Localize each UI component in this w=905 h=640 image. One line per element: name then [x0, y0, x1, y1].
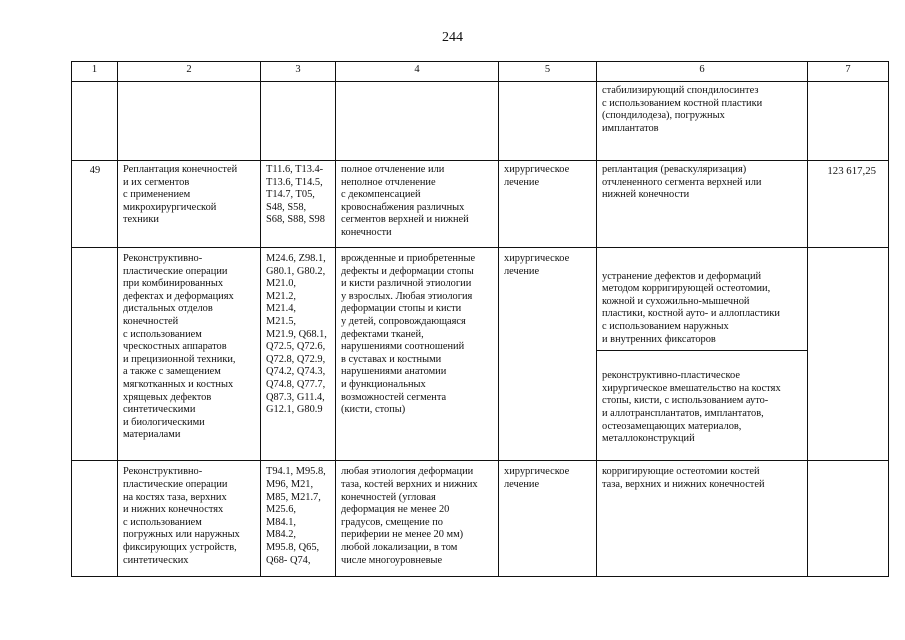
column-number: 7 [808, 62, 889, 82]
column-number: 5 [499, 62, 597, 82]
page-number: 244 [442, 30, 463, 45]
treatment-method: реплантация (реваскуляризация) отчлененного сегмента верхней или нижней конечности [597, 161, 808, 248]
treatment-method: корригирующие остеотомии костей таза, верхних и нижних конечностей [597, 461, 808, 577]
care-type-name: Реконструктивно- пластические операции при комбинированных дефектах и деформациях дистальных отделов конечностей с использованием чрескостных аппаратов и прецизионной техники, а также с замещением мягкотканных и костных хрящевых дефектов синтетическими и биологическими материалами [118, 248, 261, 461]
treatment-type [499, 82, 597, 161]
care-type-name [118, 82, 261, 161]
treatment-type: хирургическое лечение [499, 461, 597, 577]
treatment-method-group [597, 248, 808, 461]
care-type-name [118, 461, 261, 577]
cost-value [808, 248, 889, 461]
column-number: 3 [261, 62, 336, 82]
column-number: 6 [597, 62, 808, 82]
treatment-method: реконструктивно-пластическое хирургическое вмешательство на костях стопы, кисти, с использованием ауто- и аллотрансплантатов, имплантатов, остеозамещающих материалов, металлоконструкций [602, 370, 781, 445]
table-row [72, 82, 889, 161]
icd-codes [261, 461, 336, 577]
patient-model [336, 82, 499, 161]
table-header-row [72, 62, 889, 82]
treatment-type: хирургическое лечение [499, 161, 597, 248]
row-number [72, 461, 118, 577]
cost-value [808, 461, 889, 577]
treatment-table [71, 61, 889, 577]
row-number [72, 248, 118, 461]
care-type-name: Реплантация конечностей и их сегментов с применением микрохирургической техники [118, 161, 261, 248]
treatment-type: хирургическое лечение [499, 248, 597, 461]
care-type-text: Реконструктивно- пластические операции на костях таза, верхних и нижних конечностях с использованием погружных или наружных фиксирующих устройств, синтетических [123, 466, 240, 566]
treatment-method: устранение дефектов и деформаций методом корригирующей остеотомии, кожной и сухожильно-мышечной пластики, костной ауто- и аллопластики с использованием наружных и внутренних фиксаторов [597, 266, 807, 351]
row-number [72, 82, 118, 161]
treatment-method: стабилизирующий спондилосинтез с использованием костной пластики (спондилодеза), погружных имплантатов [597, 82, 808, 161]
table-row [72, 461, 889, 577]
cost-value [808, 82, 889, 161]
table-row [72, 248, 889, 461]
icd-codes-text: T94.1, M95.8, M96, M21, M85, M21.7, M25.6, M84.1, M84.2, M95.8, Q65, Q68- Q74, [266, 466, 326, 566]
row-number: 49 [72, 161, 118, 248]
patient-model: врожденные и приобретенные дефекты и деформации стопы и кисти различной этиологии у взрослых. Любая этиология деформации стопы и кисти у детей, сопровождающаяся дефектами тканей, нарушениями соотношений в суставах и костными нарушениями анатомии и функциональных возможностей сегмента (кисти, стопы) [336, 248, 499, 461]
cost-value: 123 617,25 [808, 161, 889, 248]
table-row [72, 161, 889, 248]
icd-codes: T11.6, T13.4- T13.6, T14.5, T14.7, T05, S48, S58, S68, S88, S98 [261, 161, 336, 248]
column-number: 4 [336, 62, 499, 82]
icd-codes: M24.6, Z98.1, G80.1, G80.2, M21.0, M21.2, M21.4, M21.5, M21.9, Q68.1, Q72.5, Q72.6, Q72.8, Q72.9, Q74.2, Q74.3, Q74.8, Q77.7, Q87.3, G11.4, G12.1, G80.9 [261, 248, 336, 461]
patient-model: полное отчленение или неполное отчленение с декомпенсацией кровоснабжения различных сегментов верхней и нижней конечности [336, 161, 499, 248]
column-number: 1 [72, 62, 118, 82]
icd-codes [261, 82, 336, 161]
patient-model [336, 461, 499, 577]
patient-model-text: любая этиология деформации таза, костей верхних и нижних конечностей (угловая деформация не менее 20 градусов, смещение по периферии не менее 20 мм) любой локализации, в том числе многоуровневые [341, 466, 478, 566]
column-number: 2 [118, 62, 261, 82]
